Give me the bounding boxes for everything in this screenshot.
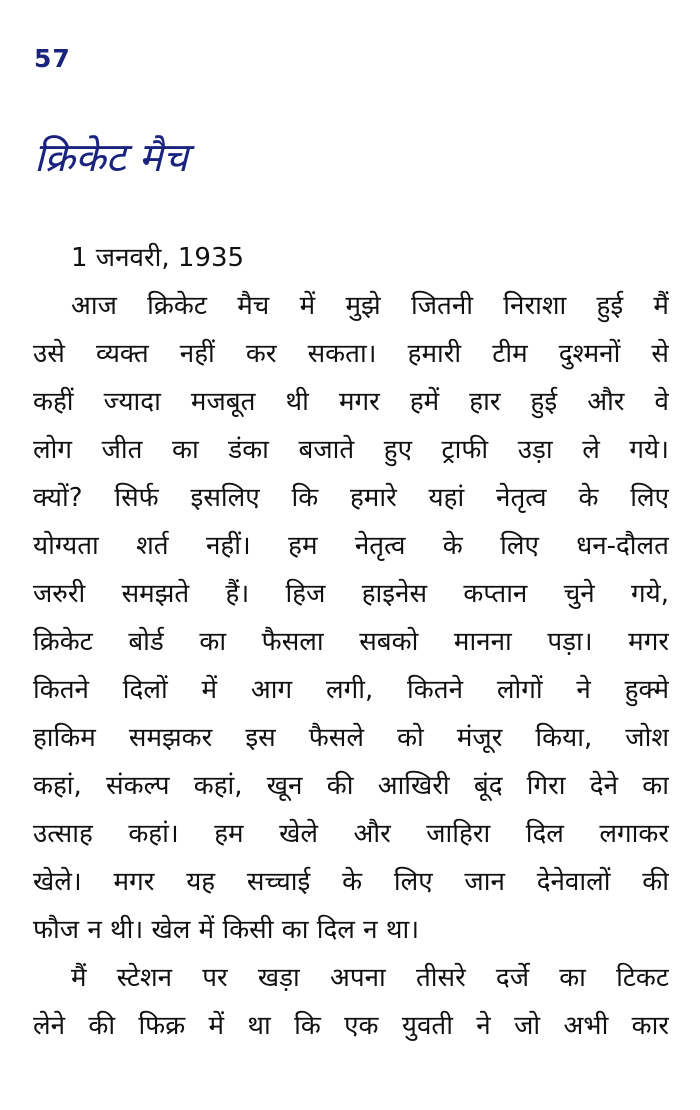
page-number: 57	[34, 44, 71, 73]
text-line: कितने दिलों में आग लगी, कितने लोगों ने हुक्मे	[33, 675, 669, 705]
text-line: कहीं ज्यादा मजबूत थी मगर हमें हार हुई और वे	[33, 387, 669, 417]
text-line: उत्साह कहां। हम खेले और जाहिरा दिल लगाकर	[33, 819, 669, 849]
text-line: क्रिकेट बोर्ड का फैसला सबको मानना पड़ा। मगर	[33, 627, 669, 657]
text-line: योग्यता शर्त नहीं। हम नेतृत्व के लिए धन-दौलत	[33, 531, 669, 561]
text-line: उसे व्यक्त नहीं कर सकता। हमारी टीम दुश्मनों से	[33, 339, 669, 369]
body-text	[33, 240, 669, 1056]
chapter-title: क्रिकेट मैच	[34, 135, 188, 181]
text-line: जरुरी समझते हैं। हिज हाइनेस कप्तान चुने गये,	[33, 579, 669, 609]
text-line: हाकिम समझकर इस फैसले को मंजूर किया, जोश	[33, 723, 669, 753]
text-line: फौज न थी। खेल में किसी का दिल न था।	[33, 915, 420, 945]
text-line: खेले। मगर यह सच्चाई के लिए जान देनेवालों की	[33, 867, 669, 897]
text-line: क्यों? सिर्फ इसलिए कि हमारे यहां नेतृत्व के लिए	[33, 483, 669, 513]
text-line: लेने की फिक्र में था कि एक युवती ने जो अभी कार	[33, 1011, 669, 1041]
text-line: आज क्रिकेट मैच में मुझे जितनी निराशा हुई मैं	[71, 291, 669, 321]
text-line: कहां, संकल्प कहां, खून की आखिरी बूंद गिरा देने का	[33, 771, 669, 801]
text-line: मैं स्टेशन पर खड़ा अपना तीसरे दर्जे का टिकट	[71, 963, 669, 993]
date-line: 1 जनवरी, 1935	[71, 243, 245, 273]
text-line: लोग जीत का डंका बजाते हुए ट्राफी उड़ा ले गये।	[33, 435, 669, 465]
